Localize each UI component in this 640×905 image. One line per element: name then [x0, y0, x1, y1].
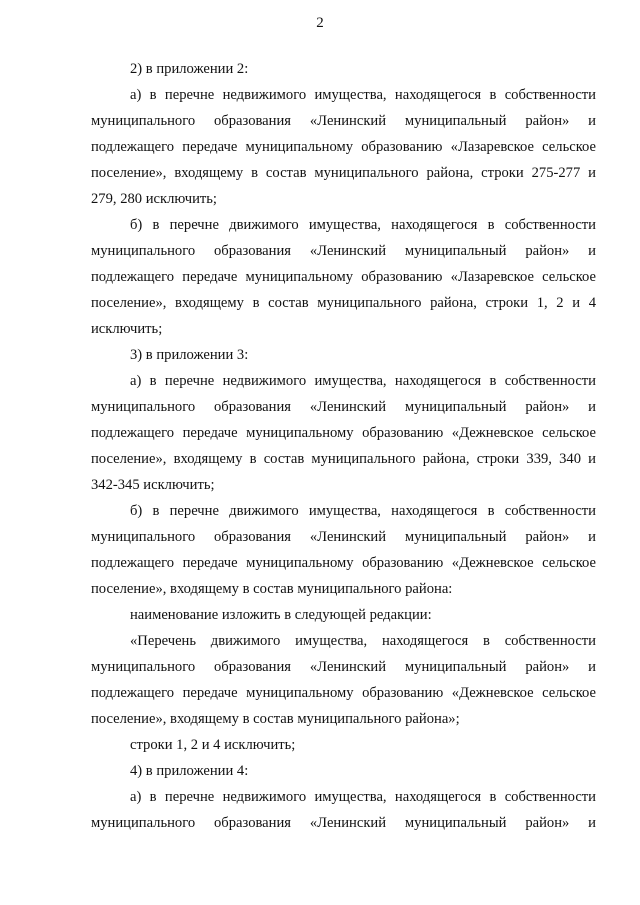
text-line: 279, 280 исключить;	[91, 191, 217, 207]
text-line: поселение», входящему в состав муниципального района:	[91, 581, 453, 597]
item-3-heading: 3) в приложении 3:	[130, 347, 249, 363]
text-line: поселение», входящему в состав муниципального района, строки 1, 2 и 4	[91, 295, 596, 311]
text-line: поселение», входящему в состав муниципального района, строки 275-277 и	[91, 165, 596, 181]
text-line: муниципального образования «Ленинский муниципальный район» и	[91, 529, 596, 545]
text-line: подлежащего передаче муниципальному образованию «Лазаревское сельское	[91, 139, 596, 155]
text-line: а) в перечне недвижимого имущества, находящегося в собственности	[130, 87, 596, 103]
text-line: поселение», входящему в состав муниципального района, строки 339, 340 и	[91, 451, 596, 467]
text-line: б) в перечне движимого имущества, находящегося в собственности	[130, 503, 596, 519]
text-line: муниципального образования «Ленинский муниципальный район» и	[91, 113, 596, 129]
text-line: а) в перечне недвижимого имущества, находящегося в собственности	[130, 789, 596, 805]
text-line: муниципального образования «Ленинский муниципальный район» и	[91, 815, 596, 831]
page-number: 2	[316, 15, 324, 31]
text-line: подлежащего передаче муниципальному образованию «Дежневское сельское	[91, 425, 596, 441]
text-line: муниципального образования «Ленинский муниципальный район» и	[91, 659, 596, 675]
text-line: а) в перечне недвижимого имущества, находящегося в собственности	[130, 373, 596, 389]
item-4-heading: 4) в приложении 4:	[130, 763, 249, 779]
text-line: наименование изложить в следующей редакции:	[130, 607, 432, 623]
text-line: муниципального образования «Ленинский муниципальный район» и	[91, 243, 596, 259]
text-line: «Перечень движимого имущества, находящегося в собственности	[130, 633, 596, 649]
text-line: подлежащего передаче муниципальному образованию «Дежневское сельское	[91, 685, 596, 701]
item-2-heading: 2) в приложении 2:	[130, 61, 249, 77]
text-line: строки 1, 2 и 4 исключить;	[130, 737, 296, 753]
text-line: 342-345 исключить;	[91, 477, 215, 493]
text-line: подлежащего передаче муниципальному образованию «Дежневское сельское	[91, 555, 596, 571]
text-line: исключить;	[91, 321, 163, 337]
text-line: поселение», входящему в состав муниципального района»;	[91, 711, 460, 727]
text-line: муниципального образования «Ленинский муниципальный район» и	[91, 399, 596, 415]
text-line: б) в перечне движимого имущества, находящегося в собственности	[130, 217, 596, 233]
text-line: подлежащего передаче муниципальному образованию «Лазаревское сельское	[91, 269, 596, 285]
